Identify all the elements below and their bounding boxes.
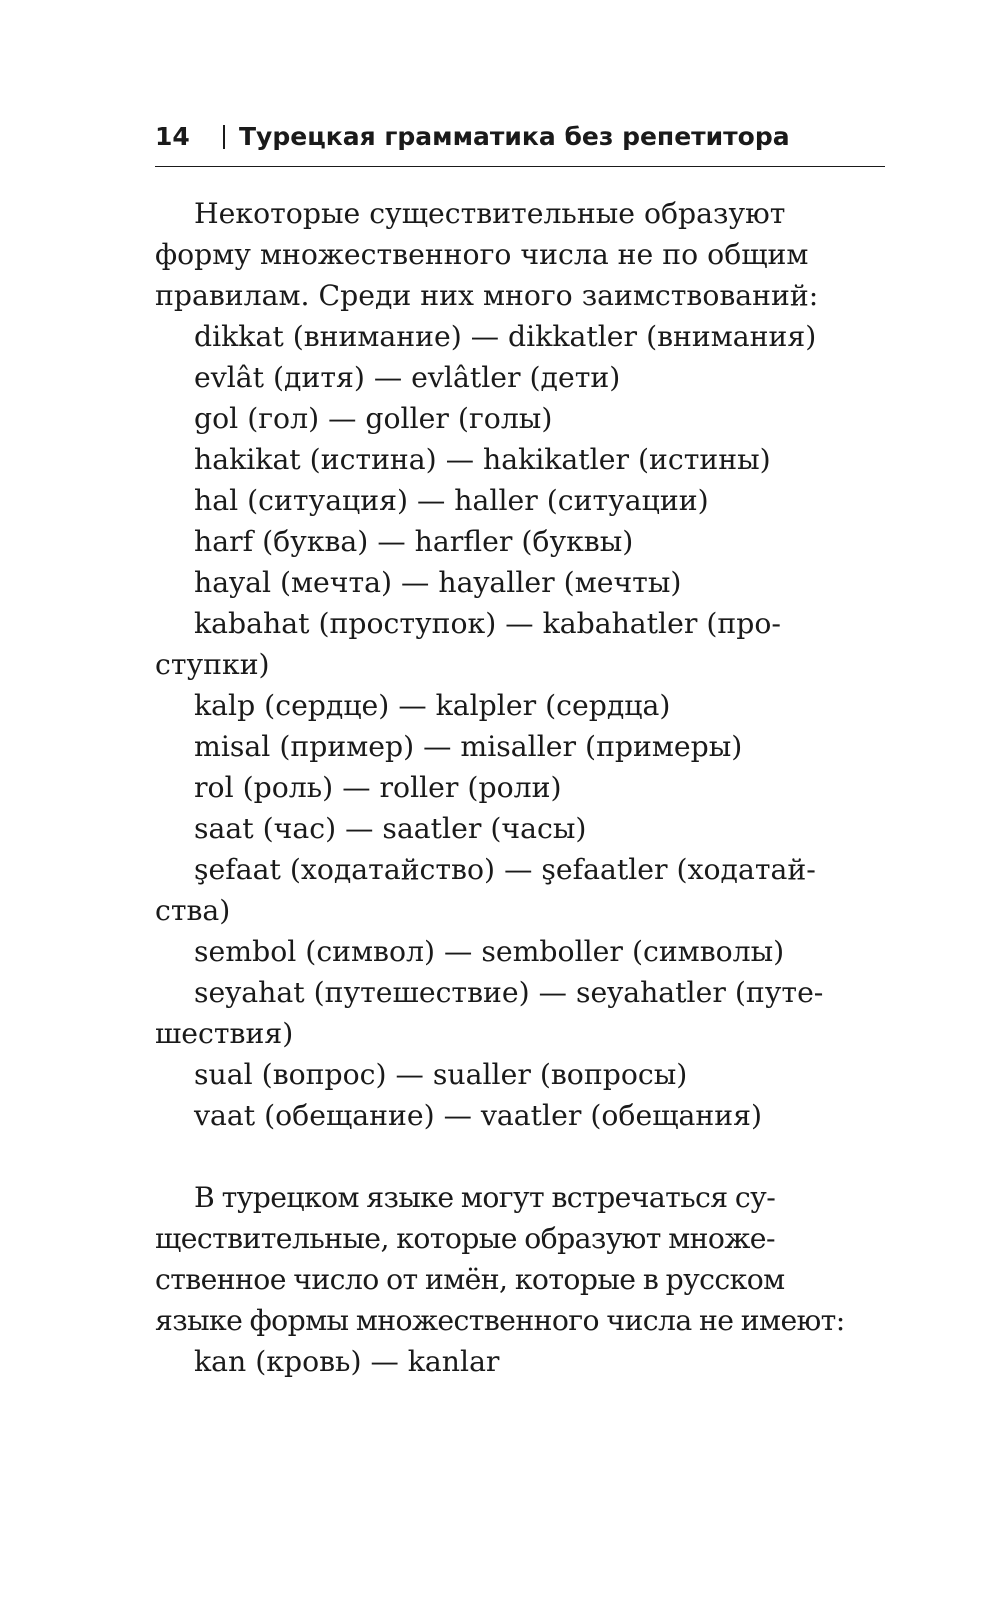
list-item: dikkat (внимание) — dikkatler (внимания) [194,320,817,353]
list-item: hal (ситуация) — haller (ситуации) [194,484,709,517]
list-item: sembol (символ) — semboller (символы) [194,935,785,968]
plural-examples-list [155,316,885,1136]
list-item: evlât (дитя) — evlâtler (дети) [194,361,621,394]
header-rule [155,166,885,167]
book-title: Турецкая грамматика без репетитора [239,122,790,151]
second-paragraph: В турецком языке могут встречаться су- ществительные, которые образуют множе- ственное число от имён, которые в русском языке формы множественного числа не имеют: [155,1181,845,1337]
header-separator [223,125,225,149]
intro-paragraph: Некоторые существительные образуют форму множественного числа не по общим правилам. Среди них много заимствований: [155,197,819,312]
list-item: hakikat (истина) — hakikatler (истины) [194,443,771,476]
list-item: kabahat (проступок) — kabahatler (про- ступки) [155,607,781,681]
page-body [155,193,885,1382]
paragraph-gap [155,1136,885,1177]
list-item: hayal (мечта) — hayaller (мечты) [194,566,682,599]
list-item: sual (вопрос) — sualler (вопросы) [194,1058,688,1091]
list-item: seyahat (путешествие) — seyahatler (путе- шествия) [155,976,824,1050]
list-item: kalp (сердце) — kalpler (сердца) [194,689,671,722]
list-item: saat (час) — saatler (часы) [194,812,587,845]
list-item: harf (буква) — harfler (буквы) [194,525,634,558]
list-item: misal (пример) — misaller (примеры) [194,730,743,763]
example-line: kan (кровь) — kanlar [194,1345,500,1378]
running-header [155,118,885,156]
list-item: rol (роль) — roller (роли) [194,771,562,804]
list-item: gol (гол) — goller (голы) [194,402,553,435]
page-number: 14 [155,122,190,151]
list-item: şefaat (ходатайство) — şefaatler (ходатай- ства) [155,853,816,927]
list-item: vaat (обещание) — vaatler (обещания) [194,1099,762,1132]
